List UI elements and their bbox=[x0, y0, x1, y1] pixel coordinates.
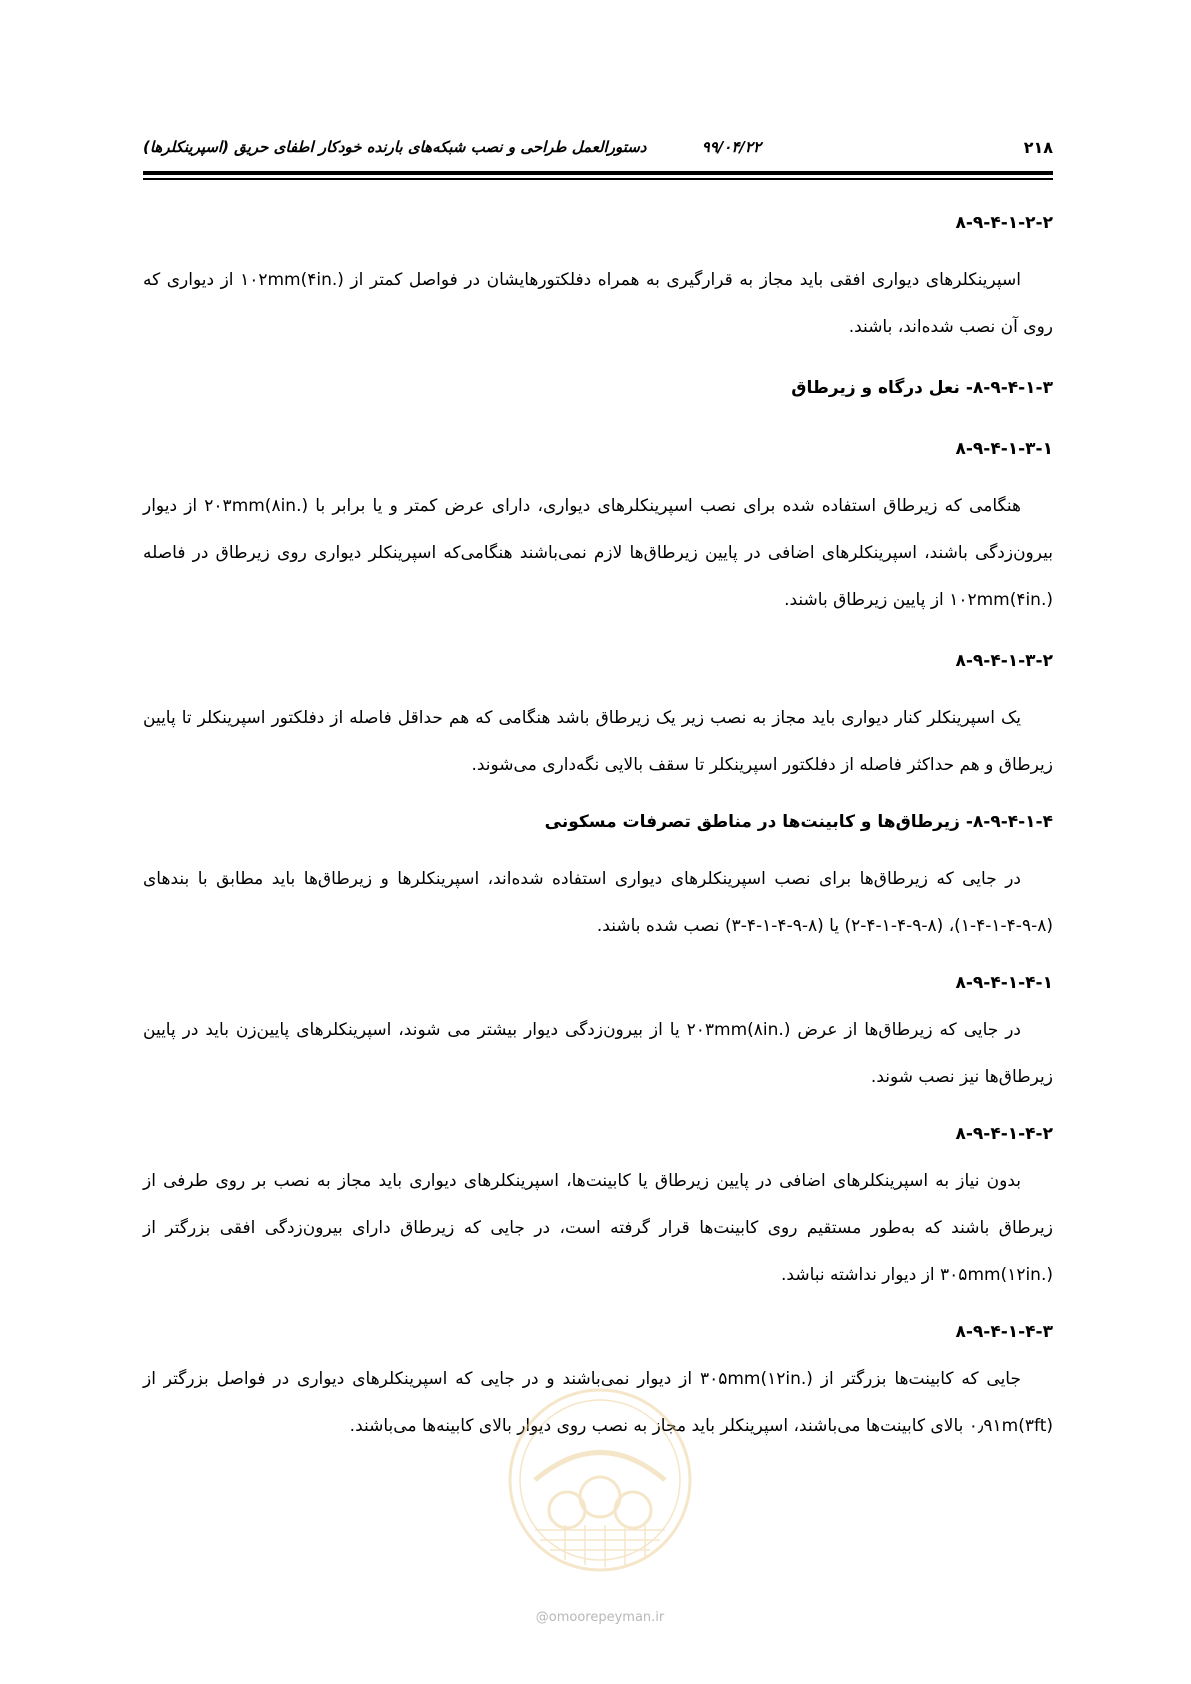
section-heading: ۸-۹-۴-۱-۴- زیرطاق‌ها و کابینت‌ها در مناطق تصرفات مسکونی bbox=[544, 812, 1053, 832]
header-date: ۹۹/۰۴/۲۲ bbox=[701, 138, 761, 156]
watermark-seal-icon bbox=[505, 1385, 695, 1575]
section-heading: ۸-۹-۴-۱-۲-۲ bbox=[955, 213, 1053, 233]
header-title: دستورالعمل طراحی و نصب شبکه‌های بارنده خودکار اطفای حریق (اسپرینکلرها) bbox=[143, 138, 647, 156]
paragraph: یک اسپرینکلر کنار دیواری باید مجاز به نصب زیر یک زیرطاق باشد هنگامی که هم حداقل فاصله از دفلکتور اسپرینکلر تا پایین زیرطاق و هم حداکثر فاصله از دفلکتور اسپرینکلر تا سقف بالایی نگه‌داری می‌شوند. bbox=[143, 708, 1053, 775]
section-heading: ۸-۹-۴-۱-۳- نعل درگاه و زیرطاق bbox=[791, 378, 1053, 398]
document-body bbox=[143, 200, 1053, 1450]
paragraph: هنگامی که زیرطاق استفاده شده برای نصب اسپرینکلرهای دیواری، دارای عرض کمتر و یا برابر با ۲۰۳mm(۸in.) از دیوار بیرون‌زدگی باشند، اسپرینکلرهای اضافی در پایین زیرطاق‌ها لازم نمی‌باشند هنگامی‌که اسپرینکلر دیواری روی زیرطاق در فاصله ۱۰۲mm(۴in.) از پایین زیرطاق باشند. bbox=[143, 496, 1053, 610]
paragraph: در جایی که زیرطاق‌ها از عرض ۲۰۳mm(۸in.) یا از بیرون‌زدگی دیوار بیشتر می شوند، اسپرینکلرهای پایین‌زن باید در پایین زیرطاق‌ها نیز نصب شوند. bbox=[143, 1020, 1053, 1087]
section-heading: ۸-۹-۴-۱-۴-۳ bbox=[955, 1322, 1053, 1342]
header-rule-thick bbox=[143, 171, 1053, 175]
section-heading: ۸-۹-۴-۱-۳-۲ bbox=[955, 651, 1053, 671]
watermark-url: @omoorepeyman.ir bbox=[535, 1610, 665, 1625]
section-heading: ۸-۹-۴-۱-۴-۱ bbox=[955, 973, 1053, 993]
paragraph: اسپرینکلرهای دیواری افقی باید مجاز به قرارگیری به همراه دفلکتورهایشان در فواصل کمتر از ۱۰۲mm(۴in.) از دیواری که روی آن نصب شده‌اند، باشند. bbox=[143, 270, 1053, 337]
paragraph: بدون نیاز به اسپرینکلرهای اضافی در پایین زیرطاق یا کابینت‌ها، اسپرینکلرهای دیواری باید مجاز به نصب بر روی طرفی از زیرطاق باشند که به‌طور مستقیم روی کابینت‌ها قرار گرفته است، در جایی که زیرطاق دارای بیرون‌زدگی افقی بزرگتر از ۳۰۵mm(۱۲in.) از دیوار نداشته نباشد. bbox=[143, 1171, 1053, 1285]
section-heading: ۸-۹-۴-۱-۴-۲ bbox=[955, 1124, 1053, 1144]
paragraph: در جایی که زیرطاق‌ها برای نصب اسپرینکلرهای دیواری استفاده شده‌اند، اسپرینکلرها و زیرطاق‌ها باید مطابق با بندهای (۸-۹-۴-۱-۴-۱)، (۸-۹-۴-۱-۴-۲) یا (۸-۹-۴-۱-۴-۳) نصب شده باشند. bbox=[143, 869, 1053, 936]
page-number: ۲۱۸ bbox=[1023, 138, 1053, 157]
page-header bbox=[143, 134, 1053, 164]
paragraph: جایی که کابینت‌ها بزرگتر از ۳۰۵mm(۱۲in.) از دیوار نمی‌باشند و در جایی که اسپرینکلرهای دیواری در فواصل بزرگتر از ۰٫۹۱m(۳ft) بالای کابینت‌ها می‌باشند، اسپرینکلر باید مجاز به نصب روی دیوار بالای کابینه‌ها می‌باشند. bbox=[143, 1369, 1053, 1436]
header-rule-thin bbox=[143, 178, 1053, 180]
section-heading: ۸-۹-۴-۱-۳-۱ bbox=[955, 439, 1053, 459]
